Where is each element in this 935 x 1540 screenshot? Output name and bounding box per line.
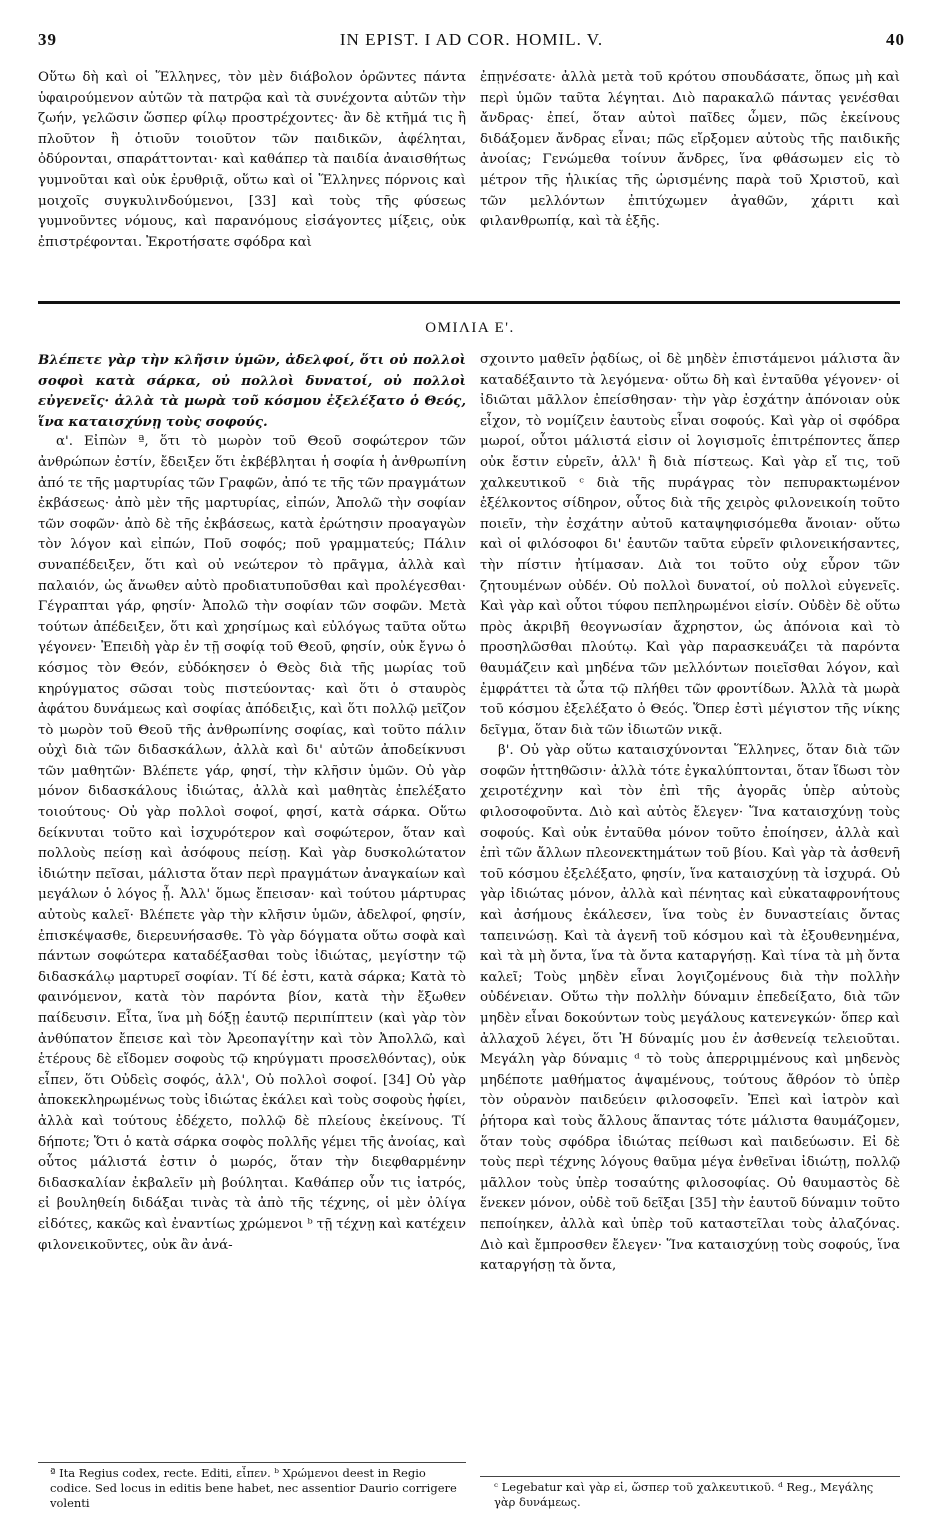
- homily-title: ΟΜΙΛΙΑ Ε'.: [425, 320, 515, 336]
- page-number-left: 39: [38, 30, 57, 49]
- paragraph-beta: β'. Οὐ γὰρ οὕτω καταισχύνονται Ἕλληνες, ὅταν διὰ τῶν σοφῶν ἡττηθῶσιν· ἀλλὰ τότε ἐγκαλύπτονται, ὅταν ἴδωσι τὸν χειροτέχνην καὶ τὸν ἐπὶ τῆς ἀγορᾶς ὑπὲρ αὐτοὺς φιλοσοφοῦντα. Διὸ καὶ αὐτὸς ἔλεγεν· Ἵνα καταισχύνῃ τοὺς σοφούς. Καὶ οὐκ ἐνταῦθα μόνον τοῦτο ἐποίησεν, ἀλλὰ καὶ ἐπὶ τῶν ἄλλων πλεονεκτημάτων τοῦ βίου. Καὶ γὰρ τὰ ἀσθενῆ τοῦ κόσμου ἐξελέξατο, φησίν, ἵνα καταισχύνῃ τὰ ἰσχυρά. Οὐ γὰρ ἰδιώτας μόνον, ἀλλὰ καὶ πένητας καὶ εὐκαταφρονήτους καὶ ἀσήμους ἐκάλεσεν, ἵνα τοὺς ἐν δυναστείαις ὄντας ταπεινώσῃ. Καὶ τὰ ἀγενῆ τοῦ κόσμου καὶ τὰ ἐξουθενημένα, καὶ τὰ μὴ ὄντα, ἵνα τὰ ὄντα καταργήσῃ. Καὶ τίνα τὰ μὴ ὄντα καλεῖ; Τοὺς μηδὲν εἶναι λογιζομένους διὰ τὴν πολλὴν οὐδένειαν. Οὕτω τὴν πολλὴν δύναμιν ἐπεδείξατο, διὰ τῶν μηδὲν εἶναι δοκούντων τοὺς μεγάλους κατενεγκών· ὅπερ καὶ ἀλλαχοῦ λέγει, ὅτι Ἡ δύναμίς μου ἐν ἀσθενείᾳ τελειοῦται. Μεγάλη γὰρ δύναμις ᵈ τὸ τοὺς ἀπερριμμένους καὶ μηδενὸς μηδέποτε μαθήματος ἁψαμένους, τούτους ἄθρόον τὸ ὑπὲρ τὸν οὐρανὸν παιδεύειν φιλοσοφεῖν. Ἐπεὶ καὶ ἰατρὸν καὶ ῥήτορα καὶ τοὺς ἄλλους ἅπαντας τότε μάλιστα θαυμάζομεν, ὅταν τοὺς σφόδρα ἰδιώτας πείθωσι καὶ παιδεύωσιν. Εἰ δὲ τοὺς περὶ τέχνης λόγους θαῦμα μέγα ἐνθεῖναι ἰδιώτῃ, πολλῷ μᾶλλον τοὺς ὑπὲρ τοσαύτης φιλοσοφίας. Οὐ θαυμαστὸς δὲ ἕνεκεν μόνον, οὐδὲ τοῦ δεῖξαι [35] τὴν ἑαυτοῦ δύναμιν τοῦτο πεποίηκεν, ἀλλὰ καὶ ὑπὲρ τοῦ καταστεῖλαι τοὺς ἀλαζόνας. Διὸ καὶ ἔμπροσθεν ἔλεγεν· Ἵνα καταισχύνῃ τοὺς σοφούς, ἵνα καταργήσῃ τὰ ὄντα,: [480, 743, 900, 1274]
- footnote-rule-right: [480, 1476, 900, 1477]
- top-right-column: [480, 68, 900, 268]
- footnote-rule-left: [38, 1462, 466, 1463]
- page-number-right: 40: [886, 30, 905, 49]
- footnotes-left: ª Ita Regius codex, recte. Editi, εἶπεν. ᵇ Χρώμενοι deest in Regio codice. Sed locus in editis bene habet, nec assentior Daurio corrigere volenti: [50, 1466, 457, 1510]
- top-right-text: ἐπῃνέσατε· ἀλλὰ μετὰ τοῦ κρότου σπουδάσατε, ὅπως μὴ καὶ περὶ ὑμῶν ταῦτα λέγηται. Διὸ παρακαλῶ πάντας γενέσθαι ἄνδρας· ἐπεί, ὅταν αὐτοὶ παῖδες ὦμεν, πῶς ἐκείνους διδάξομεν ἄνδρας εἶναι; πῶς εἴρξομεν αὐτοὺς τῆς παιδικῆς ἀνοίας; Γενώμεθα τοίνυν ἄνδρες, ἵνα φθάσωμεν εἰς τὸ μέτρον τῆς ἡλικίας τῆς ὡρισμένης παρὰ τοῦ Χριστοῦ, καὶ τῶν μελλόντων ἐπιτύχωμεν ἀγαθῶν, χάριτι καὶ φιλανθρωπίᾳ, καὶ τὰ ἑξῆς.: [480, 70, 900, 230]
- top-left-column: [38, 68, 466, 268]
- running-title: IN EPIST. I AD COR. HOMIL. V.: [339, 30, 604, 49]
- paragraph-alpha: α'. Εἰπὼν ª, ὅτι τὸ μωρὸν τοῦ Θεοῦ σοφώτερον τῶν ἀνθρώπων ἐστίν, ἔδειξεν ὅτι ἐκβέβληται ἡ σοφία ἡ ἀνθρωπίνη ἀπό τε τῆς μαρτυρίας τῶν Γραφῶν, ἀπό τε τῆς τῶν πραγμάτων ἐκβάσεως· ἀπὸ μὲν τῆς μαρτυρίας, εἰπών, Ἀπολῶ τὴν σοφίαν τῶν σοφῶν· ἀπὸ δὲ τῆς ἐκβάσεως, κατὰ ἐρώτησιν προαγαγὼν τὸν λόγον καὶ εἰπών, Ποῦ σοφός; ποῦ γραμματεύς; Πάλιν συναπέδειξεν, ὅτι καὶ οὐ νεώτερον τὸ πρᾶγμα, ἀλλὰ καὶ παλαιόν, ὡς ἄνωθεν αὐτὸ προδιατυποῦσθαι καὶ προλέγεσθαι· Γέγραπται γάρ, φησίν· Ἀπολῶ τὴν σοφίαν τῶν σοφῶν. Μετὰ τούτων ἀπέδειξεν, ὅτι καὶ χρησίμως καὶ εὐλόγως ταῦτα οὕτω γέγονεν· Ἐπειδὴ γὰρ ἐν τῇ σοφίᾳ τοῦ Θεοῦ, φησίν, οὐκ ἔγνω ὁ κόσμος τὸν Θεόν, εὐδόκησεν ὁ Θεὸς διὰ τῆς μωρίας τοῦ κηρύγματος σῶσαι τοὺς πιστεύοντας· καὶ ὅτι ὁ σταυρὸς ἀφάτου δυνάμεως καὶ σοφίας ἀπόδειξις, καὶ ὅτι πολλῷ μεῖζον τὸ μωρὸν τοῦ Θεοῦ τῆς ἀνθρωπίνης σοφίας, καὶ τοῦτο πάλιν οὐχὶ διὰ τῶν διδασκάλων, ἀλλὰ καὶ δι' αὐτῶν ἀποδείκνυσι τῶν μαθητῶν· Βλέπετε γάρ, φησί, τὴν κλῆσιν ὑμῶν. Οὐ γὰρ μόνον διδασκάλους ἰδιώτας, ἀλλὰ καὶ μαθητὰς ἐπελέξατο τοιούτους· Οὐ γὰρ πολλοὶ σοφοί, φησί, κατὰ σάρκα. Οὕτω δείκνυται τοῦτο καὶ ἰσχυρότερον καὶ σοφώτερον, ὅταν καὶ πολλοὺς πείσῃ καὶ ἀσόφους πείσῃ. Καὶ γὰρ δυσκολώτατον ἰδιώτην πεῖσαι, μάλιστα ὅταν περὶ πραγμάτων ἀναγκαίων καὶ μεγάλων ὁ λόγος ᾖ. Ἀλλ' ὅμως ἔπεισαν· καὶ τούτου μάρτυρας αὐτοὺς καλεῖ· Βλέπετε γὰρ τὴν κλῆσιν ὑμῶν, ἀδελφοί, φησίν, ἐπισκέψασθε, διερευνήσασθε. Τὸ γὰρ δόγματα οὕτω σοφὰ καὶ πάντων σοφώτερα καταδέξασθαι τοὺς ἰδιώτας, μεγίστην τῷ διδασκάλῳ μαρτυρεῖ σοφίαν. Τί δέ ἐστι, κατὰ σάρκα; Κατὰ τὸ φαινόμενον, κατὰ τὸν παρόντα βίον, κατὰ τὴν ἔξωθεν παίδευσιν. Εἶτα, ἵνα μὴ δόξῃ ἑαυτῷ περιπίπτειν (καὶ γὰρ τὸν ἀνθύπατον ἔπεισε καὶ τὸν Ἀρεοπαγίτην καὶ τὸν Ἀπολλῶ, καὶ ἑτέρους δὲ εἴδομεν σοφοὺς τῷ κηρύγματι προσελθόντας), οὐκ εἶπεν, ὅτι Οὐδεὶς σοφός, ἀλλ', Οὐ πολλοὶ σοφοί. [34] Οὐ γὰρ ἀποκεκληρωμένως τοὺς ἰδιώτας ἐκάλει καὶ τοὺς σοφοὺς ἠφίει, ἀλλὰ καὶ τούτους ἐδέχετο, πολλῷ δὲ πλείους ἐκείνους. Τί δήποτε; Ὅτι ὁ κατὰ σάρκα σοφὸς πολλῆς γέμει τῆς ἀνοίας, καὶ οὗτος μάλιστά ἐστιν ὁ μωρός, ὅταν τὴν διεφθαρμένην διδασκαλίαν ἐκβαλεῖν μὴ βούληται. Καθάπερ οὖν τις ἰατρός, εἰ βουληθείη διδάξαι τινὰς τὰ ἀπὸ τῆς τέχνης, οἱ μὲν ὀλίγα εἰδότες, κακῶς καὶ ἐναντίως χρώμενοι ᵇ τῇ τέχνῃ καὶ κατέχειν φιλονεικοῦντες, οὐκ ἂν ἀνά-: [38, 434, 466, 1253]
- main-left-column: [38, 350, 466, 1460]
- footnotes-right: ᶜ Legebatur καὶ γὰρ εἰ, ὥσπερ τοῦ χαλκευτικοῦ. ᵈ Reg., Μεγάλης γὰρ δυνάμεως.: [494, 1480, 874, 1509]
- section-divider: [38, 301, 900, 304]
- main-right-column: [480, 350, 900, 1460]
- paragraph-continuation: σχοιντο μαθεῖν ῥᾳδίως, οἱ δὲ μηδὲν ἐπιστάμενοι μάλιστα ἂν καταδέξαιντο τὰ λεγόμενα· οὕτω δὴ καὶ ἐνταῦθα γέγονεν· οἱ ἰδιῶται μᾶλλον ἐπείσθησαν· τὴν γὰρ ἐσχάτην ἀπόνοιαν οὐκ εἶχον, τὸ νομίζειν ἑαυτοὺς εἶναι σοφούς. Καὶ γὰρ οἱ σφόδρα μωροί, οὗτοι μάλιστά εἰσιν οἱ λογισμοῖς ἐπιτρέποντες ἅπερ οὐκ ἔστιν εὑρεῖν, ἀλλ' ἢ διὰ πίστεως. Καὶ γὰρ εἴ τις, τοῦ χαλκευτικοῦ ᶜ διὰ τῆς πυράγρας τὸν πεπυρακτωμένον ἐξέλκοντος σίδηρον, οὗτος διὰ τῆς χειρὸς φιλονεικοίη τοῦτο ποιεῖν, τὴν ἐσχάτην αὐτοῦ καταψηφισόμεθα ἄνοιαν· οὕτω καὶ οἱ φιλόσοφοι δι' ἑαυτῶν ταῦτα εὑρεῖν φιλονεικήσαντες, τὴν πίστιν ἠτίμασαν. Διὰ τοι τοῦτο οὐχ εὗρον τῶν ζητουμένων οὐδέν. Οὐ πολλοὶ δυνατοί, οὐ πολλοὶ εὐγενεῖς. Καὶ γὰρ καὶ οὗτοι τύφου πεπληρωμένοι εἰσίν. Οὐδὲν δὲ οὕτω πρὸς ἀκριβῆ θεογνωσίαν ἄχρηστον, ὡς ἀπόνοια καὶ τὸ προσηλῶσθαι πλούτῳ. Καὶ γὰρ παρασκευάζει τὰ παρόντα θαυμάζειν καὶ μηδένα τῶν μελλόντων ποιεῖσθαι λόγον, καὶ ἐμφράττει τὰ ὦτα τῷ πλήθει τῶν φροντίδων. Ἀλλὰ τὰ μωρὰ τοῦ κόσμου ἐξελέξατο ὁ Θεός. Ὅπερ ἐστὶ μέγιστον τῆς νίκης δεῖγμα, ὅταν διὰ τῶν ἰδιωτῶν νικᾷ.: [480, 352, 900, 738]
- top-left-text: Οὕτω δὴ καὶ οἱ Ἕλληνες, τὸν μὲν διάβολον ὁρῶντες πάντα ὑφαιρούμενον αὐτῶν τὰ πατρῷα καὶ τὰ συνέχοντα αὐτῶν τὴν ζωήν, γελῶσιν ὥσπερ φίλῳ προστρέχοντες· ἂν δὲ κτῆμά τις ἢ πλοῦτον ἢ ὁτιοῦν τοιοῦτον τῶν παιδικῶν, ἀφέληται, ὀδύρονται, σπαράττονται· καὶ καθάπερ τὰ παιδία ἀναισθήτως γυμνοῦται καὶ οὐκ ἐρυθριᾷ, οὕτω καὶ οἱ Ἕλληνες πόρνοις καὶ μοιχοῖς συγκυλινδούμενοι, [33] καὶ τοὺς τῆς φύσεως γυμνοῦντες νόμους, καὶ παρανόμους εἰσάγοντες μίξεις, οὐκ ἐπιστρέφονται. Ἐκροτήσατε σφόδρα καὶ: [38, 70, 466, 250]
- epigraph: Βλέπετε γὰρ τὴν κλῆσιν ὑμῶν, ἀδελφοί, ὅτι οὐ πολλοὶ σοφοὶ κατὰ σάρκα, οὐ πολλοὶ δυνατοί, οὐ πολλοὶ εὐγενεῖς· ἀλλὰ τὰ μωρὰ τοῦ κόσμου ἐξελέξατο ὁ Θεός, ἵνα καταισχύνῃ τοὺς σοφούς.: [38, 352, 466, 430]
- page-header: [38, 30, 905, 56]
